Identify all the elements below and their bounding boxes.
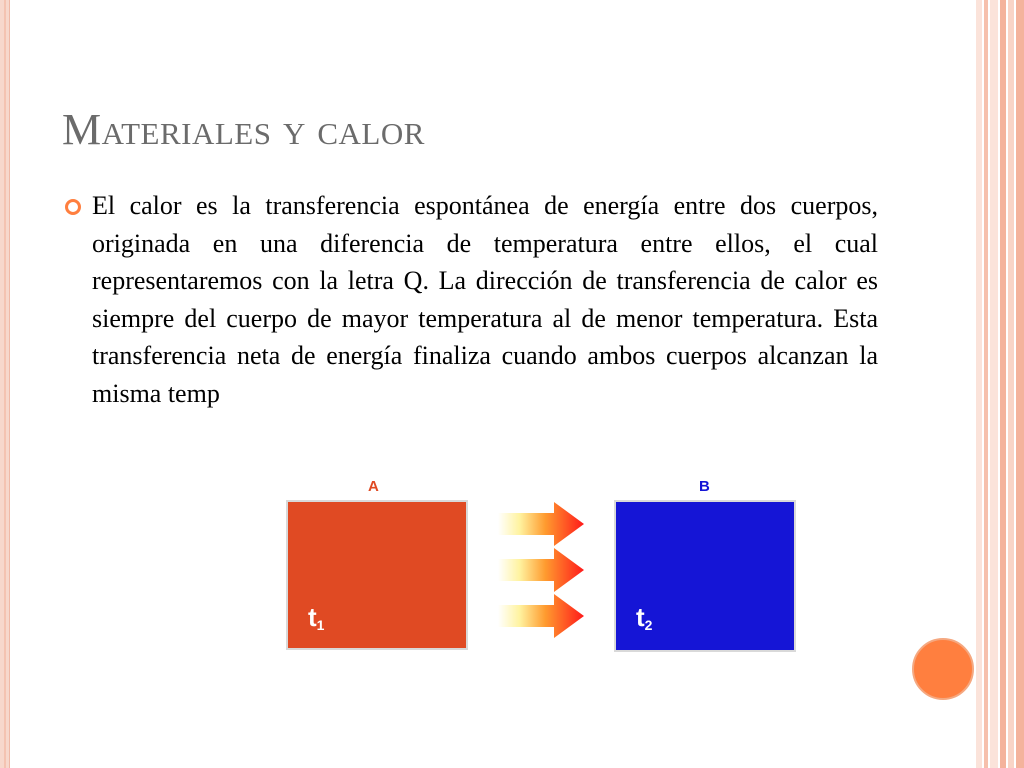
heat-arrows: [498, 502, 588, 642]
body-b: [614, 500, 796, 652]
label-a: A: [368, 478, 379, 495]
left-border-decoration: [0, 0, 10, 768]
right-stripes-decoration: [976, 0, 1024, 768]
arrow-icon: [498, 502, 584, 546]
heat-transfer-figure: [286, 474, 798, 656]
arrow-icon: [498, 594, 584, 638]
bullet-text: El calor es la transferencia espontánea de energía entre dos cuerpos, originada en una diferencia de temperatura entre ellos, el cual representaremos con la letra Q. La dirección de transferencia de calor es siempre del cuerpo de mayor temperatura al de menor temperatura. Esta transferencia neta de energía finaliza cuando ambos cuerpos alcanzan la misma temp: [92, 191, 878, 408]
label-b: B: [699, 478, 710, 495]
bullet-icon: [64, 198, 82, 216]
slide-title: Materiales y calor: [62, 105, 425, 154]
t2-label: $t_2$: [636, 602, 653, 633]
body-a: [286, 500, 468, 650]
accent-circle: [912, 638, 974, 700]
t1-label: $t_1$: [308, 602, 325, 633]
arrow-icon: [498, 548, 584, 592]
